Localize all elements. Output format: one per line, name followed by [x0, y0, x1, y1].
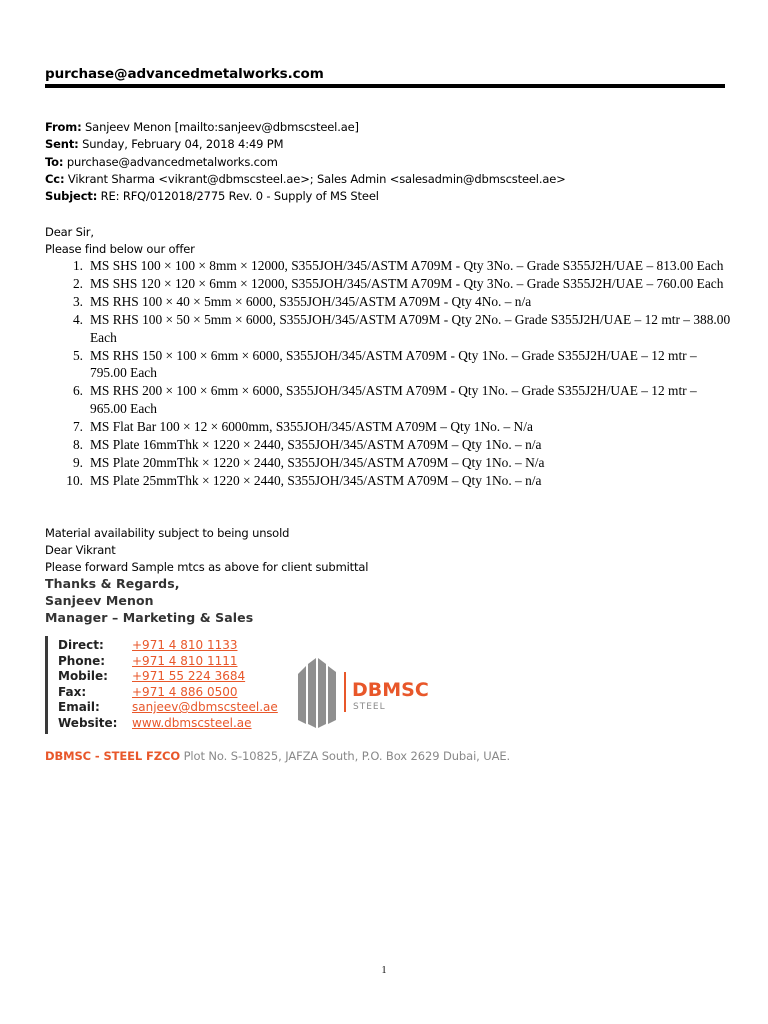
signer-title: Manager – Marketing & Sales — [45, 610, 254, 625]
logo-text: DBMSC — [352, 679, 429, 701]
offer-item — [45, 436, 735, 454]
dbmsc-logo — [296, 658, 436, 728]
cc-line — [45, 171, 566, 188]
regards: Thanks & Regards, — [45, 576, 180, 591]
offer-item — [45, 382, 735, 418]
contact-table — [58, 638, 278, 731]
to-value: purchase@advancedmetalworks.com — [63, 154, 278, 169]
mailbox-title: purchase@advancedmetalworks.com — [45, 66, 324, 82]
to-label: To: — [45, 154, 64, 169]
phone-link[interactable]: +971 4 810 1111 — [132, 653, 238, 668]
offer-item — [45, 311, 735, 347]
from-value: Sanjeev Menon [mailto:sanjeev@dbmscsteel.ae] — [81, 120, 359, 134]
company-address: Plot No. S-10825, JAFZA South, P.O. Box 2629 Dubai, UAE. — [180, 749, 511, 763]
offer-item — [45, 418, 735, 436]
availability-note: Material availability subject to being unsold — [45, 526, 290, 540]
from-line — [45, 119, 566, 136]
contact-label: Phone: — [58, 653, 106, 668]
offer-item-number: 2. — [72, 275, 83, 291]
website-link[interactable]: www.dbmscsteel.ae — [132, 715, 252, 730]
subject-label: Subject: — [45, 189, 98, 204]
email-link[interactable]: sanjeev@dbmscsteel.ae — [132, 700, 278, 714]
header-rule — [45, 84, 725, 88]
offer-item-text: MS Flat Bar 100 × 12 × 6000mm, S355JOH/345/ASTM A709M – Qty 1No. – N/a — [90, 419, 533, 435]
offer-item-number: 9. — [72, 454, 83, 470]
offer-item-number: 7. — [72, 419, 83, 435]
sent-line — [45, 136, 566, 153]
intro: Please find below our offer — [45, 242, 195, 256]
offer-item-number: 1. — [72, 258, 83, 273]
offer-item-text: MS SHS 120 × 120 × 6mm × 12000, S355JOH/345/ASTM A709M - Qty 3No. – Grade S355J2H/UAE – 760.00 Each — [90, 275, 724, 291]
subject-value: RE: RFQ/012018/2775 Rev. 0 - Supply of MS Steel — [97, 189, 379, 204]
contact-row-website — [58, 716, 278, 732]
from-label: From: — [45, 120, 82, 134]
offer-item-number: 5. — [72, 347, 83, 363]
company-name: DBMSC - STEEL FZCO — [45, 749, 181, 763]
closing-block — [45, 525, 368, 577]
offer-item-text: MS RHS 200 × 100 × 6mm × 6000, S355JOH/345/ASTM A709M - Qty 1No. – Grade S355J2H/UAE – 12 mtr – 965.00 Each — [90, 383, 697, 417]
signer-name: Sanjeev Menon — [45, 593, 154, 608]
logo-divider — [344, 672, 346, 712]
offer-item-text: MS SHS 100 × 100 × 8mm × 12000, S355JOH/345/ASTM A709M - Qty 3No. – Grade S355J2H/UAE – 813.00 Each — [90, 258, 724, 273]
contact-label: Mobile: — [58, 669, 108, 683]
page-number: 1 — [381, 965, 387, 976]
fax-link[interactable]: +971 4 886 0500 — [132, 684, 238, 699]
offer-item — [45, 293, 735, 311]
contact-row-email — [58, 700, 278, 716]
signature-bar — [45, 636, 48, 734]
company-footer — [45, 749, 510, 763]
offer-item-number: 3. — [72, 293, 83, 309]
contact-row-direct — [58, 638, 278, 654]
offer-item-text: MS RHS 150 × 100 × 6mm × 6000, S355JOH/345/ASTM A709M - Qty 1No. – Grade S355J2H/UAE – 12 mtr – 795.00 Each — [90, 347, 697, 381]
offer-item — [45, 472, 735, 490]
contact-label: Email: — [58, 700, 100, 714]
logo-mark-icon — [298, 658, 336, 728]
contact-row-fax — [58, 685, 278, 701]
signature-block — [45, 575, 253, 626]
offer-item-text: MS Plate 16mmThk × 1220 × 2440, S355JOH/345/ASTM A709M – Qty 1No. – n/a — [90, 437, 542, 453]
direct-link[interactable]: +971 4 810 1133 — [132, 638, 238, 652]
offer-item-text: MS Plate 20mmThk × 1220 × 2440, S355JOH/345/ASTM A709M – Qty 1No. – N/a — [90, 454, 545, 470]
sent-label: Sent: — [45, 137, 79, 152]
offer-item-text: MS RHS 100 × 40 × 5mm × 6000, S355JOH/345/ASTM A709M - Qty 4No. – n/a — [90, 293, 532, 309]
offer-item-number: 8. — [72, 437, 83, 453]
offer-item-number: 10. — [66, 472, 83, 488]
offer-item-number: 6. — [72, 383, 83, 399]
offer-item — [45, 257, 735, 275]
subject-line — [45, 188, 566, 205]
forward-request: Please forward Sample mtcs as above for client submittal — [45, 560, 369, 575]
to-line — [45, 154, 566, 171]
sent-value: Sunday, February 04, 2018 4:49 PM — [78, 137, 284, 152]
contact-label: Website: — [58, 715, 118, 730]
offer-item-text: MS RHS 100 × 50 × 5mm × 6000, S355JOH/345/ASTM A709M - Qty 2No. – Grade S355J2H/UAE – 12 mtr – 388.00 Each — [90, 311, 731, 345]
offer-item — [45, 347, 735, 383]
cc-value: Vikrant Sharma <vikrant@dbmscsteel.ae>; Sales Admin <salesadmin@dbmscsteel.ae> — [64, 171, 566, 186]
contact-label: Direct: — [58, 638, 104, 652]
contact-row-mobile — [58, 669, 278, 685]
logo-subtext: STEEL — [353, 702, 386, 712]
greeting-block — [45, 224, 195, 258]
offer-item-text: MS Plate 25mmThk × 1220 × 2440, S355JOH/345/ASTM A709M – Qty 1No. – n/a — [90, 472, 542, 488]
cc-label: Cc: — [45, 171, 65, 186]
mobile-link[interactable]: +971 55 224 3684 — [132, 669, 246, 683]
offer-item — [45, 275, 735, 293]
offer-item — [45, 454, 735, 472]
offer-list — [45, 257, 735, 490]
greeting: Dear Sir, — [45, 225, 94, 239]
contact-label: Fax: — [58, 684, 87, 699]
dear-vikrant: Dear Vikrant — [45, 543, 116, 558]
contact-row-phone — [58, 654, 278, 670]
email-headers — [45, 119, 566, 205]
offer-item-number: 4. — [72, 311, 83, 327]
